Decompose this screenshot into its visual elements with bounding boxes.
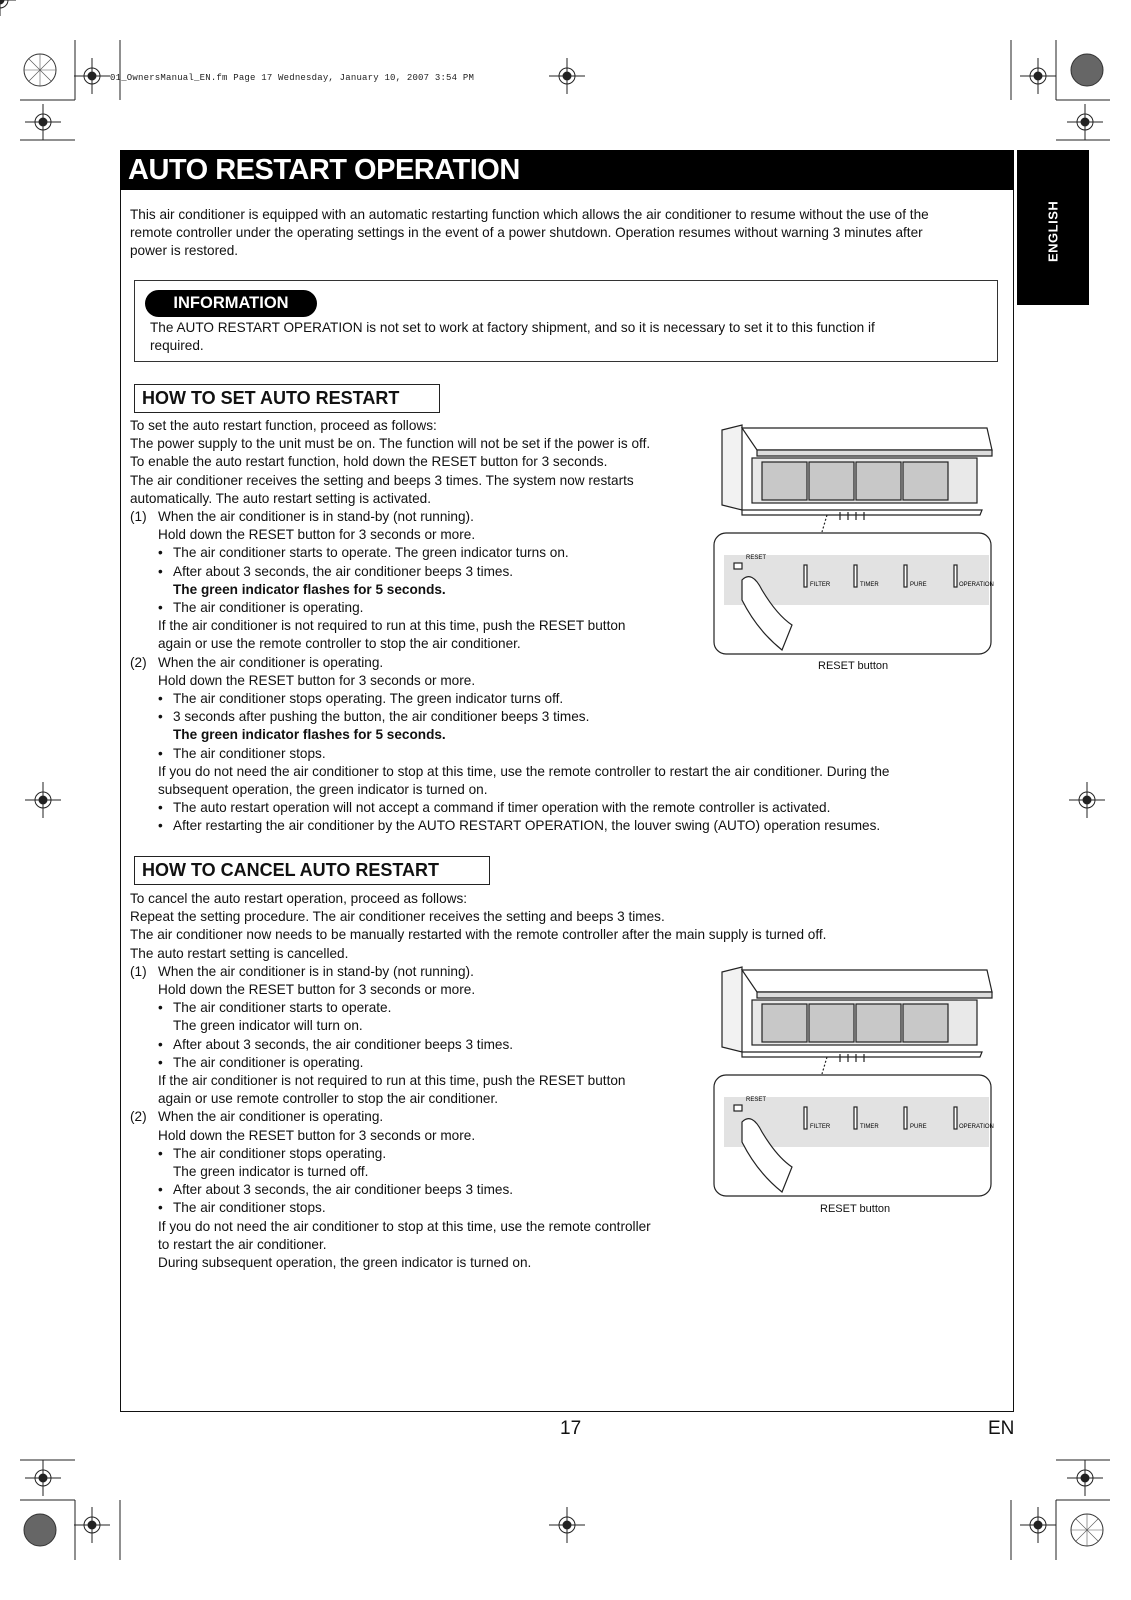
cancel-section-heading: HOW TO CANCEL AUTO RESTART (134, 856, 490, 885)
cancel-intro-line: To cancel the auto restart operation, proceed as follows: (130, 891, 468, 906)
set-intro-line: To enable the auto restart function, hold down the RESET button for 3 seconds. (130, 454, 608, 470)
language-code: EN (988, 1418, 1015, 1439)
set-step1-bold-note: The green indicator flashes for 5 seconds. (173, 581, 446, 597)
air-conditioner-diagram (712, 420, 1012, 690)
air-conditioner-diagram (712, 962, 1012, 1232)
unit-illustration (712, 420, 1012, 690)
set-intro-line: To set the auto restart function, proceed as follows: (130, 418, 437, 433)
set-intro-line: The power supply to the unit must be on. The function will not be set if the power is off. (130, 436, 651, 452)
cancel-step2-bullet-cont: The green indicator is turned off. (173, 1164, 369, 1180)
set-step1-bullet: • The air conditioner is operating. (158, 600, 364, 616)
set-step2-title: (2) When the air conditioner is operating. (130, 654, 384, 670)
set-step2-bullet: • After restarting the air conditioner by the AUTO RESTART OPERATION, the louver swing (AUTO) operation resumes. (158, 818, 881, 834)
set-step1-note: again or use the remote controller to stop the air conditioner. (158, 636, 521, 652)
timer-label: TIMER (860, 1124, 879, 1130)
intro-line: remote controller under the operating settings in the event of a power shutdown. Operation resumes without warning 3 minutes after (130, 225, 923, 241)
cancel-step2-action: Hold down the RESET button for 3 seconds or more. (158, 1127, 476, 1143)
information-line: required. (150, 338, 204, 354)
filter-label: FILTER (810, 582, 831, 588)
intro-line: power is restored. (130, 243, 239, 259)
set-step1-bullet: • The air conditioner starts to operate. The green indicator turns on. (158, 545, 569, 561)
reset-label: RESET (746, 1097, 767, 1103)
set-intro-line: automatically. The auto restart setting is activated. (130, 490, 431, 506)
cancel-step1-bullet: • The air conditioner is operating. (158, 1054, 364, 1070)
cancel-intro-line: The air conditioner now needs to be manually restarted with the remote controller after the main supply is turned off. (130, 927, 827, 943)
pure-label: PURE (910, 582, 927, 588)
set-step2-bullet: • The air conditioner stops operating. The green indicator turns off. (158, 691, 564, 707)
set-intro-line: The air conditioner receives the setting and beeps 3 times. The system now restarts (130, 472, 634, 488)
set-step2-bullet: • The air conditioner stops. (158, 745, 326, 761)
figure-caption-2: RESET button (820, 1203, 891, 1215)
intro-paragraph (130, 206, 1004, 261)
cancel-step2-bullet: • The air conditioner stops operating. (158, 1145, 387, 1161)
information-text (150, 319, 988, 355)
set-step2-note: If you do not need the air conditioner to stop at this time, use the remote controller to restart the air conditioner. During the (158, 763, 890, 779)
set-step1-note: If the air conditioner is not required to run at this time, push the RESET button (158, 618, 626, 634)
cancel-step1-bullet: • After about 3 seconds, the air conditioner beeps 3 times. (158, 1036, 514, 1052)
set-section-heading: HOW TO SET AUTO RESTART (134, 384, 440, 413)
language-tab-label: ENGLISH (1045, 200, 1061, 262)
cancel-step1-bullet-cont: The green indicator will turn on. (173, 1018, 363, 1034)
set-step2-note: subsequent operation, the green indicator is turned on. (158, 782, 488, 798)
pure-label: PURE (910, 1124, 927, 1130)
set-step2-bold-note: The green indicator flashes for 5 seconds. (173, 727, 446, 743)
cancel-step1-action: Hold down the RESET button for 3 seconds or more. (158, 982, 476, 998)
unit-illustration-2 (712, 962, 1012, 1232)
operation-label: OPERATION (959, 582, 994, 588)
cancel-intro-line: Repeat the setting procedure. The air conditioner receives the setting and beeps 3 times. (130, 909, 665, 925)
reset-label: RESET (746, 555, 767, 561)
file-header: 01_OwnersManual_EN.fm Page 17 Wednesday, January 10, 2007 3:54 PM (110, 73, 475, 83)
filter-label: FILTER (810, 1124, 831, 1130)
cancel-step1-note: again or use remote controller to stop the air conditioner. (158, 1091, 499, 1107)
set-step1-title: (1) When the air conditioner is in stand-by (not running). (130, 509, 474, 525)
operation-label: OPERATION (959, 1124, 994, 1130)
intro-line: This air conditioner is equipped with an automatic restarting function which allows the air conditioner to resume without the use of the (130, 207, 929, 222)
information-label: INFORMATION (145, 290, 317, 317)
set-step1-bullet: • After about 3 seconds, the air conditioner beeps 3 times. (158, 563, 514, 579)
cancel-step2-note: to restart the air conditioner. (158, 1236, 327, 1252)
page-number: 17 (560, 1418, 582, 1439)
page-title: AUTO RESTART OPERATION (128, 154, 520, 186)
cancel-step1-note: If the air conditioner is not required to run at this time, push the RESET button (158, 1073, 626, 1089)
information-line: The AUTO RESTART OPERATION is not set to work at factory shipment, and so it is necessary to set it to this function if (150, 320, 875, 335)
set-step2-bullet: • 3 seconds after pushing the button, the air conditioner beeps 3 times. (158, 709, 590, 725)
set-step1-action: Hold down the RESET button for 3 seconds or more. (158, 527, 476, 543)
cancel-step2-note: If you do not need the air conditioner to stop at this time, use the remote controller (158, 1218, 651, 1234)
set-step2-action: Hold down the RESET button for 3 seconds or more. (158, 672, 476, 688)
cancel-step2-title: (2) When the air conditioner is operating. (130, 1109, 384, 1125)
cancel-step2-bullet: • The air conditioner stops. (158, 1200, 326, 1216)
set-step2-bullet: • The auto restart operation will not accept a command if timer operation with the remote controller is activated. (158, 800, 831, 816)
cancel-step2-bullet: • After about 3 seconds, the air conditioner beeps 3 times. (158, 1182, 514, 1198)
timer-label: TIMER (860, 582, 879, 588)
cancel-intro-line: The auto restart setting is cancelled. (130, 945, 349, 961)
cancel-step2-note: During subsequent operation, the green indicator is turned on. (158, 1255, 532, 1271)
cancel-step1-bullet: • The air conditioner starts to operate. (158, 1000, 392, 1016)
cancel-step1-title: (1) When the air conditioner is in stand-by (not running). (130, 963, 474, 979)
figure-caption: RESET button (818, 660, 889, 672)
